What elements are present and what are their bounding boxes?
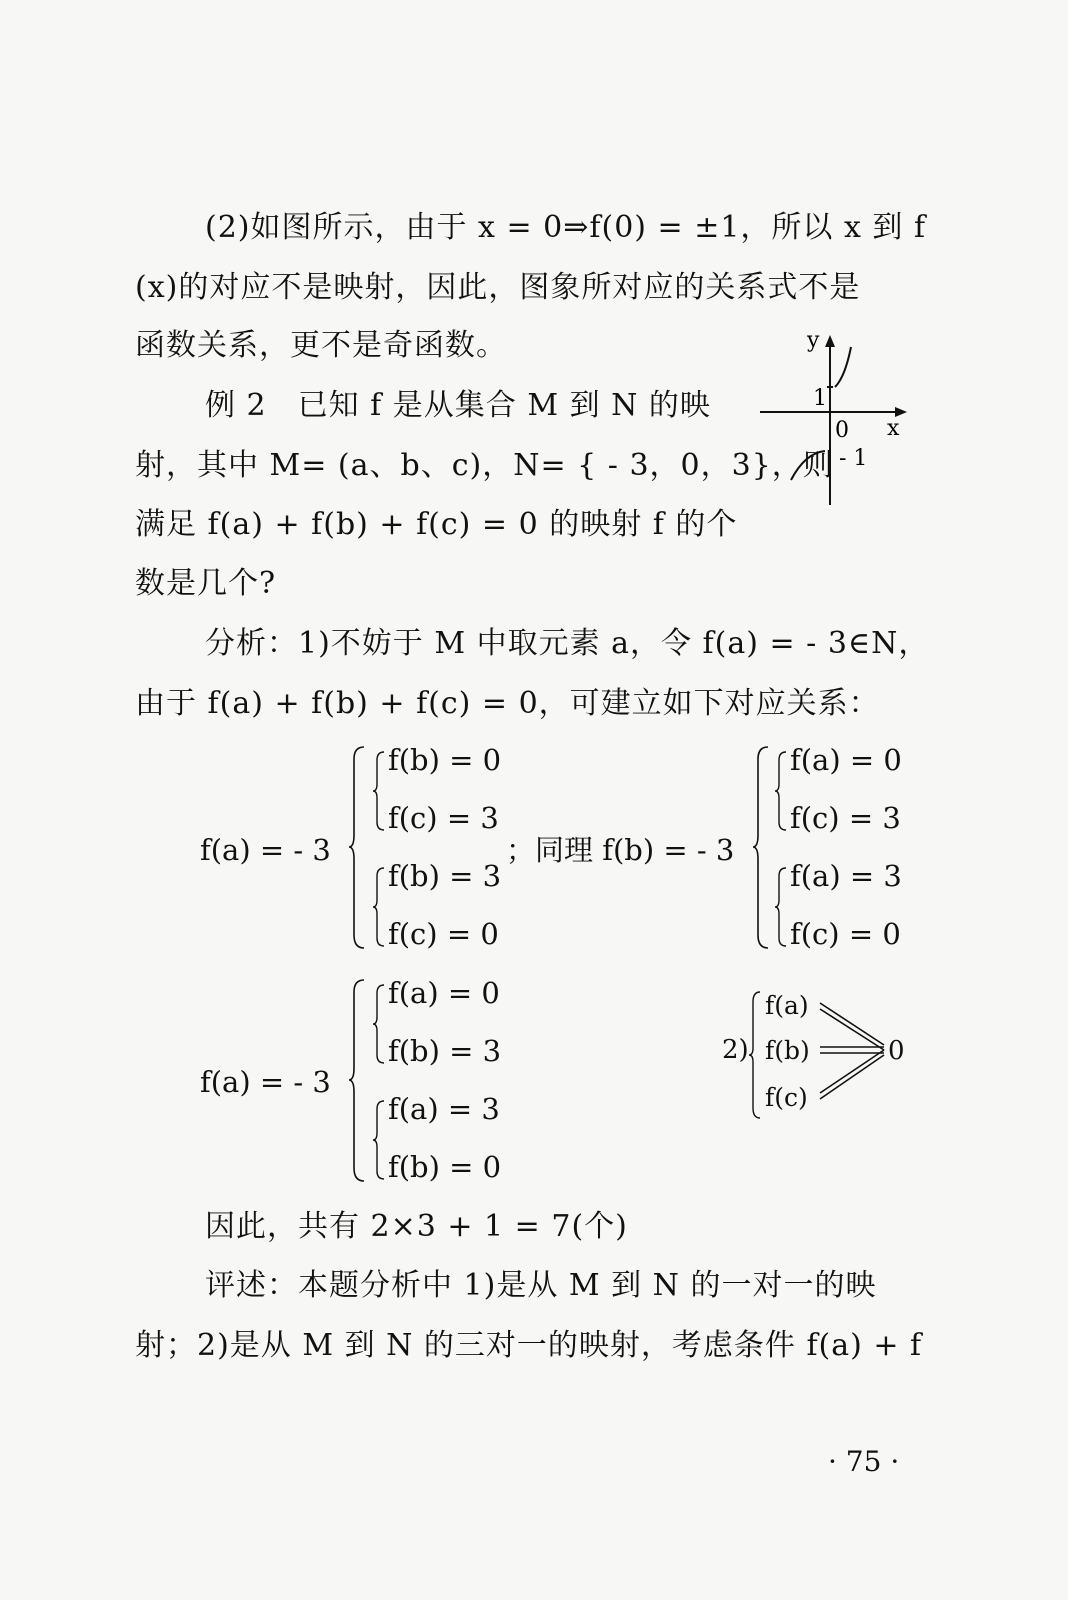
outer-brace: [348, 978, 366, 1183]
text-line: (2)如图所示，由于 x = 0⇒f(0) = ±1，所以 x 到 f: [205, 210, 927, 245]
outer-brace: [752, 745, 770, 950]
inner-brace: [372, 1099, 386, 1181]
origin-label: 0: [835, 418, 849, 443]
equation: f(c) = 3: [388, 801, 499, 835]
text-line: 满足 f(a) + f(b) + f(c) = 0 的映射 f 的个: [135, 507, 738, 542]
system-lhs: f(a) = - 3: [200, 833, 331, 867]
case-label: 2): [722, 1035, 749, 1065]
mapping-target: 0: [888, 1036, 905, 1066]
equation: f(b) = 0: [388, 1150, 502, 1184]
equation: f(a) = 3: [388, 1092, 500, 1126]
equation: f(a) = 3: [790, 859, 902, 893]
function-graph: [755, 325, 915, 515]
tick-label-one: 1: [813, 386, 827, 411]
inner-brace: [372, 750, 386, 832]
inner-brace: [372, 866, 386, 948]
text-line: (x)的对应不是映射，因此，图象所对应的关系式不是: [135, 270, 861, 305]
equation: f(b) = 3: [388, 1034, 502, 1068]
text-line: 分析：1)不妨于 M 中取元素 a，令 f(a) = - 3∈N，: [205, 626, 930, 661]
inner-brace: [372, 983, 386, 1065]
equation: f(c) = 3: [790, 801, 901, 835]
inner-brace: [774, 750, 788, 832]
mapping-arrows: [818, 995, 890, 1105]
equation: f(a) = 0: [388, 976, 500, 1010]
text-line: 射，其中 M= (a、b、c)，N= { - 3，0，3}，则: [135, 448, 834, 483]
system-lhs: f(a) = - 3: [200, 1065, 331, 1099]
equation: f(a) = 0: [790, 743, 902, 777]
equation: f(c): [765, 1083, 808, 1112]
text-line: 例 2 已知 f 是从集合 M 到 N 的映: [205, 388, 711, 423]
equation: f(b) = 3: [388, 859, 502, 893]
equation: f(c) = 0: [388, 917, 499, 951]
tick-label-minus-one: - 1: [839, 446, 868, 471]
equation: f(a): [765, 991, 809, 1020]
text-line: 评述：本题分析中 1)是从 M 到 N 的一对一的映: [205, 1268, 877, 1303]
text-line: 由于 f(a) + f(b) + f(c) = 0，可建立如下对应关系：: [135, 686, 880, 721]
equation: f(c) = 0: [790, 917, 901, 951]
text-line: 射；2)是从 M 到 N 的三对一的映射，考虑条件 f(a) + f: [135, 1328, 923, 1363]
equation: f(b) = 0: [388, 743, 502, 777]
text-line: 函数关系，更不是奇函数。: [135, 328, 507, 363]
equation: f(b): [765, 1036, 810, 1065]
same-reasoning-text: ；同理 f(b) = - 3: [506, 833, 735, 867]
y-axis-label: y: [807, 328, 820, 353]
text-line: 因此，共有 2×3 + 1 = 7(个): [205, 1209, 628, 1244]
text-line: 数是几个?: [135, 566, 277, 601]
page-number: · 75 ·: [828, 1445, 900, 1478]
bar-brace: [748, 990, 762, 1120]
x-axis-label: x: [887, 416, 900, 441]
outer-brace: [348, 745, 366, 950]
inner-brace: [774, 866, 788, 948]
